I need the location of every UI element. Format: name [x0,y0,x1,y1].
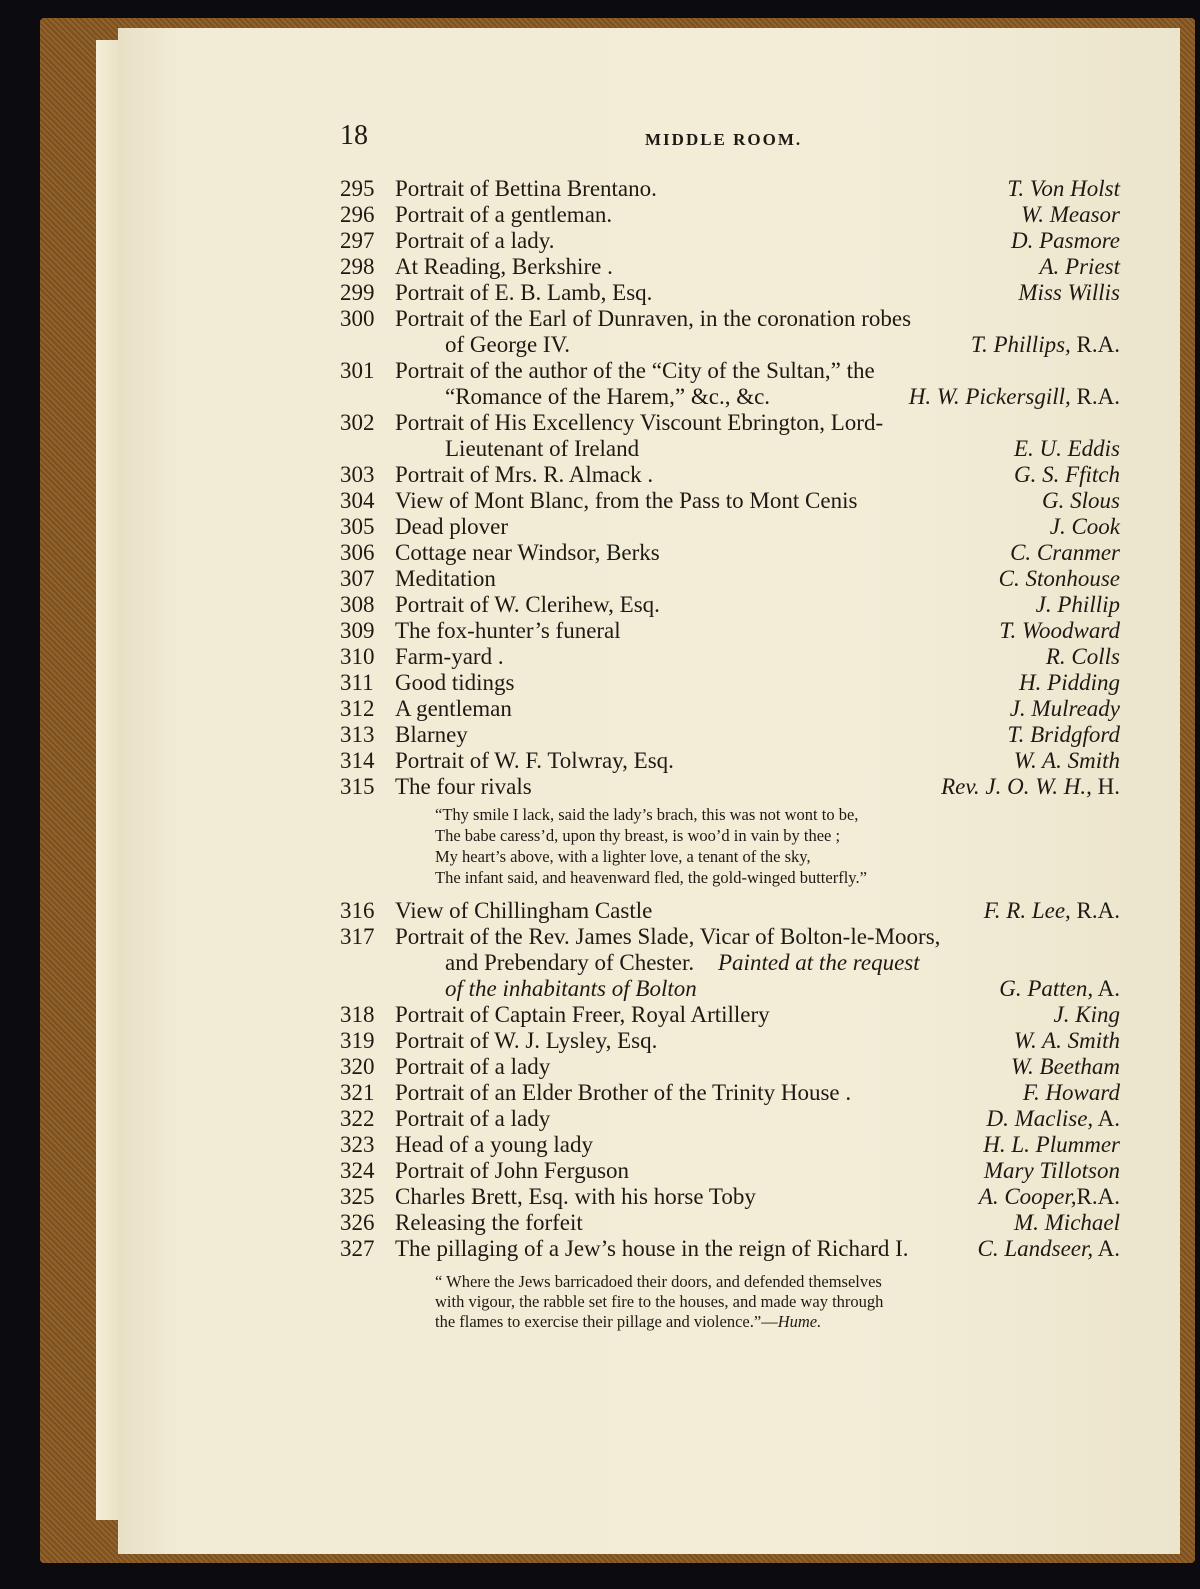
artist-name: W. Beetham [1010,1054,1120,1079]
entry-number: 322 [340,1106,375,1131]
entry-line [340,384,1120,410]
entry-artist [984,898,1120,924]
entry-title: Portrait of Bettina Brentano. [395,176,657,201]
entry-artist [984,1158,1120,1184]
entry-artist [1010,540,1120,566]
entry-line [340,1210,1120,1236]
entry-title: Portrait of Captain Freer, Royal Artillery [395,1002,770,1027]
entry-line [340,774,1120,800]
entry-line [340,1236,1120,1262]
entry-title: Portrait of the Earl of Dunraven, in the coronation robes [395,306,912,331]
artist-name: H. W. Pickersgill, [908,384,1071,409]
entry-number: 308 [340,592,375,617]
artist-name: J. Mulready [1009,696,1120,721]
entry-line [340,228,1120,254]
entry-title: Portrait of a gentleman. [395,202,613,227]
entry-line [340,306,1120,332]
verse-line: My heart’s above, with a lighter love, a tenant of the sky, [435,847,811,866]
artist-name: F. R. Lee, [983,898,1071,923]
artist-name: F. Howard [1022,1080,1120,1105]
entry-line [340,696,1120,722]
entry-artist [1011,228,1120,254]
entry-line [340,950,1120,976]
entry-title: Portrait of W. Clerihew, Esq. [395,592,660,617]
entry-number: 297 [340,228,375,253]
entry-number: 321 [340,1080,375,1105]
entry-artist [1007,176,1120,202]
artist-name: C. Stonhouse [998,566,1120,591]
entry-number: 314 [340,748,375,773]
artist-name: W. Measor [1021,202,1120,227]
entry-artist [1014,1028,1120,1054]
entry-title: Charles Brett, Esq. with his horse Toby [395,1184,756,1209]
entry-line [340,670,1120,696]
artist-name: C. Landseer, [977,1236,1094,1261]
entry-number: 313 [340,722,375,747]
entry-artist [1014,436,1120,462]
entry-title: Portrait of the Rev. James Slade, Vicar of Bolton-le-Moors, [395,924,941,949]
entry-number: 323 [340,1132,375,1157]
entry-number: 310 [340,644,375,669]
entry-artist [1042,488,1120,514]
entry-title: View of Chillingham Castle [395,898,653,923]
entry-title: and Prebendary of Chester. [445,950,695,975]
entry-artist [1010,696,1120,722]
artist-name: H. Pidding [1019,670,1120,695]
entry-artist [1011,1054,1120,1080]
quote-text: the flames to exercise their pillage and violence.”— [435,1312,778,1331]
entry-line [340,898,1120,924]
entry-artist [1023,1080,1120,1106]
entry-title: Cottage near Windsor, Berks [395,540,660,565]
verse-line: The babe caress’d, upon thy breast, is woo’d in vain by thee ; [435,826,841,845]
entry-line [340,1054,1120,1080]
artist-name: H. L. Plummer [983,1132,1120,1157]
artist-name: R. Colls [1045,644,1120,669]
entry-title: The pillaging of a Jew’s house in the reign of Richard I. [395,1236,909,1261]
page-header [340,120,1140,160]
entry-title: Meditation [395,566,496,591]
entry-line [340,1132,1120,1158]
entry-title: Portrait of a lady [395,1054,551,1079]
entry-line [340,358,1120,384]
entry-number: 295 [340,176,375,201]
entry-number: 320 [340,1054,375,1079]
artist-name: Rev. J. O. W. H., [941,774,1092,799]
entry-number: 296 [340,202,375,227]
entry-title: Blarney [395,722,468,747]
quote-author: Hume. [777,1312,822,1331]
verse-line: The infant said, and heavenward fled, the gold-winged butterfly.” [435,868,867,887]
entry-artist [1019,670,1120,696]
entry-number: 302 [340,410,375,435]
verse-quote [340,804,1120,888]
entry-title: Portrait of an Elder Brother of the Trinity House . [395,1080,852,1105]
artist-name: D. Maclise, [986,1106,1094,1131]
entry-title: Portrait of the author of the “City of the Sultan,” the [395,358,875,383]
quote-line: “ Where the Jews barricadoed their doors, and defended themselves [435,1272,882,1291]
entry-line [340,488,1120,514]
entry-number: 315 [340,774,375,799]
entry-artist [1046,644,1120,670]
artist-name: T. Von Holst [1007,176,1120,201]
entry-title: The four rivals [395,774,532,799]
artist-name: W. A. Smith [1013,1028,1120,1053]
entry-title: Portrait of Mrs. R. Almack . [395,462,654,487]
entry-title: Portrait of a lady [395,1106,551,1131]
artist-name: J. Phillip [1035,592,1120,617]
entry-artist [1014,1210,1120,1236]
entry-title: of George IV. [445,332,570,357]
entry-artist [1014,462,1120,488]
artist-name: G. S. Ffitch [1013,462,1120,487]
artist-name: Miss Willis [1018,280,1120,305]
entry-line [340,644,1120,670]
artist-name: A. Priest [1039,254,1120,279]
entry-title: Portrait of W. J. Lysley, Esq. [395,1028,658,1053]
catalogue-page [118,28,1180,1554]
entry-number: 318 [340,1002,375,1027]
artist-name: G. Patten, [999,976,1094,1001]
entry-line [340,410,1120,436]
artist-suffix: A. [1093,976,1120,1001]
entry-title: Portrait of a lady. [395,228,555,253]
entry-artist [983,1132,1120,1158]
entry-number: 312 [340,696,375,721]
artist-name: A. Cooper, [978,1184,1077,1209]
page-number: 18 [340,120,368,151]
entry-title: Head of a young lady [395,1132,593,1157]
entry-artist [978,1236,1121,1262]
artist-name: G. Slous [1042,488,1120,513]
entry-title: The fox-hunter’s funeral [395,618,621,643]
entry-title: of the inhabitants of Bolton [445,976,697,1001]
artist-name: T. Phillips, [970,332,1071,357]
entry-artist [1036,592,1120,618]
entry-title: At Reading, Berkshire . [395,254,613,279]
entry-line [340,436,1120,462]
artist-name: D. Pasmore [1010,228,1120,253]
entry-number: 309 [340,618,375,643]
entry-line [340,592,1120,618]
artist-name: Mary Tillotson [983,1158,1120,1183]
entry-artist [1054,1002,1120,1028]
artist-suffix: R.A. [1070,898,1120,923]
artist-suffix: A. [1093,1236,1120,1261]
entry-line [340,1106,1120,1132]
artist-name: W. A. Smith [1013,748,1120,773]
entry-artist [1021,202,1120,228]
artist-name: C. Cranmer [1010,540,1120,565]
entry-line [340,618,1120,644]
entry-line [340,280,1120,306]
prose-quote [340,1272,1120,1332]
entry-line [340,176,1120,202]
entry-title: A gentleman [395,696,512,721]
entry-title: Good tidings [395,670,515,695]
entry-artist [941,774,1120,800]
entry-line [340,748,1120,774]
entry-line [340,202,1120,228]
artist-name: E. U. Eddis [1013,436,1120,461]
entry-line [340,254,1120,280]
artist-suffix: A. [1093,1106,1120,1131]
entry-line [340,924,1120,950]
entry-artist [909,384,1120,410]
artist-suffix: R.A. [1070,332,1120,357]
entry-artist [979,1184,1120,1210]
entry-line [340,332,1120,358]
entry-number: 298 [340,254,375,279]
entry-artist [1008,722,1120,748]
artist-name: M. Michael [1013,1210,1120,1235]
entry-number: 300 [340,306,375,331]
entry-number: 324 [340,1158,375,1183]
entry-line [340,1080,1120,1106]
artist-suffix: H. [1091,774,1120,799]
entry-number: 326 [340,1210,375,1235]
entry-number: 319 [340,1028,375,1053]
entry-title: Portrait of John Ferguson [395,1158,630,1183]
quote-last [435,1312,1120,1332]
entry-number: 327 [340,1236,375,1261]
entry-artist [971,332,1120,358]
entry-number: 301 [340,358,375,383]
entry-line [340,1158,1120,1184]
artist-name: T. Woodward [999,618,1120,643]
entry-artist [1050,514,1120,540]
entry-artist [1040,254,1121,280]
entry-artist [999,566,1120,592]
entry-number: 306 [340,540,375,565]
entry-title: Dead plover [395,514,509,539]
entry-title: Portrait of W. F. Tolwray, Esq. [395,748,674,773]
artist-suffix: R.A. [1076,1184,1120,1209]
entry-line [340,1028,1120,1054]
artist-name: J. King [1053,1002,1120,1027]
entry-number: 304 [340,488,375,513]
entry-artist [999,976,1120,1002]
artist-name: T. Bridgford [1007,722,1120,747]
entry-line [340,722,1120,748]
quote-line: with vigour, the rabble set fire to the houses, and made way through [435,1292,884,1311]
entry-title: Farm-yard . [395,644,504,669]
entry-title: View of Mont Blanc, from the Pass to Mont Cenis [395,488,858,513]
entry-number: 317 [340,924,375,949]
entry-line [340,976,1120,1002]
entry-artist [986,1106,1120,1132]
entry-number: 305 [340,514,375,539]
entry-title: “Romance of the Harem,” &c., &c. [445,384,771,409]
entry-note: Painted at the request [718,950,920,975]
entry-title: Portrait of E. B. Lamb, Esq. [395,280,653,305]
entry-title: Portrait of His Excellency Viscount Ebrington, Lord- [395,410,884,435]
entry-line [340,462,1120,488]
artist-name: J. Cook [1049,514,1120,539]
artist-suffix: R.A. [1070,384,1120,409]
entry-line [340,566,1120,592]
entry-line [340,540,1120,566]
entry-artist [1018,280,1120,306]
catalogue-entries [340,176,1120,1332]
entry-artist [1014,748,1120,774]
entry-line [340,514,1120,540]
entry-number: 311 [340,670,374,695]
entry-title: Lieutenant of Ireland [445,436,640,461]
entry-number: 325 [340,1184,375,1209]
entry-line [340,1184,1120,1210]
entry-number: 316 [340,898,375,923]
running-head: MIDDLE ROOM. [645,130,803,149]
entry-artist [999,618,1120,644]
entry-title: Releasing the forfeit [395,1210,583,1235]
entry-number: 307 [340,566,375,591]
entry-line [340,1002,1120,1028]
verse-line: “Thy smile I lack, said the lady’s brach, this was not wont to be, [435,805,859,824]
entry-number: 299 [340,280,375,305]
entry-number: 303 [340,462,375,487]
